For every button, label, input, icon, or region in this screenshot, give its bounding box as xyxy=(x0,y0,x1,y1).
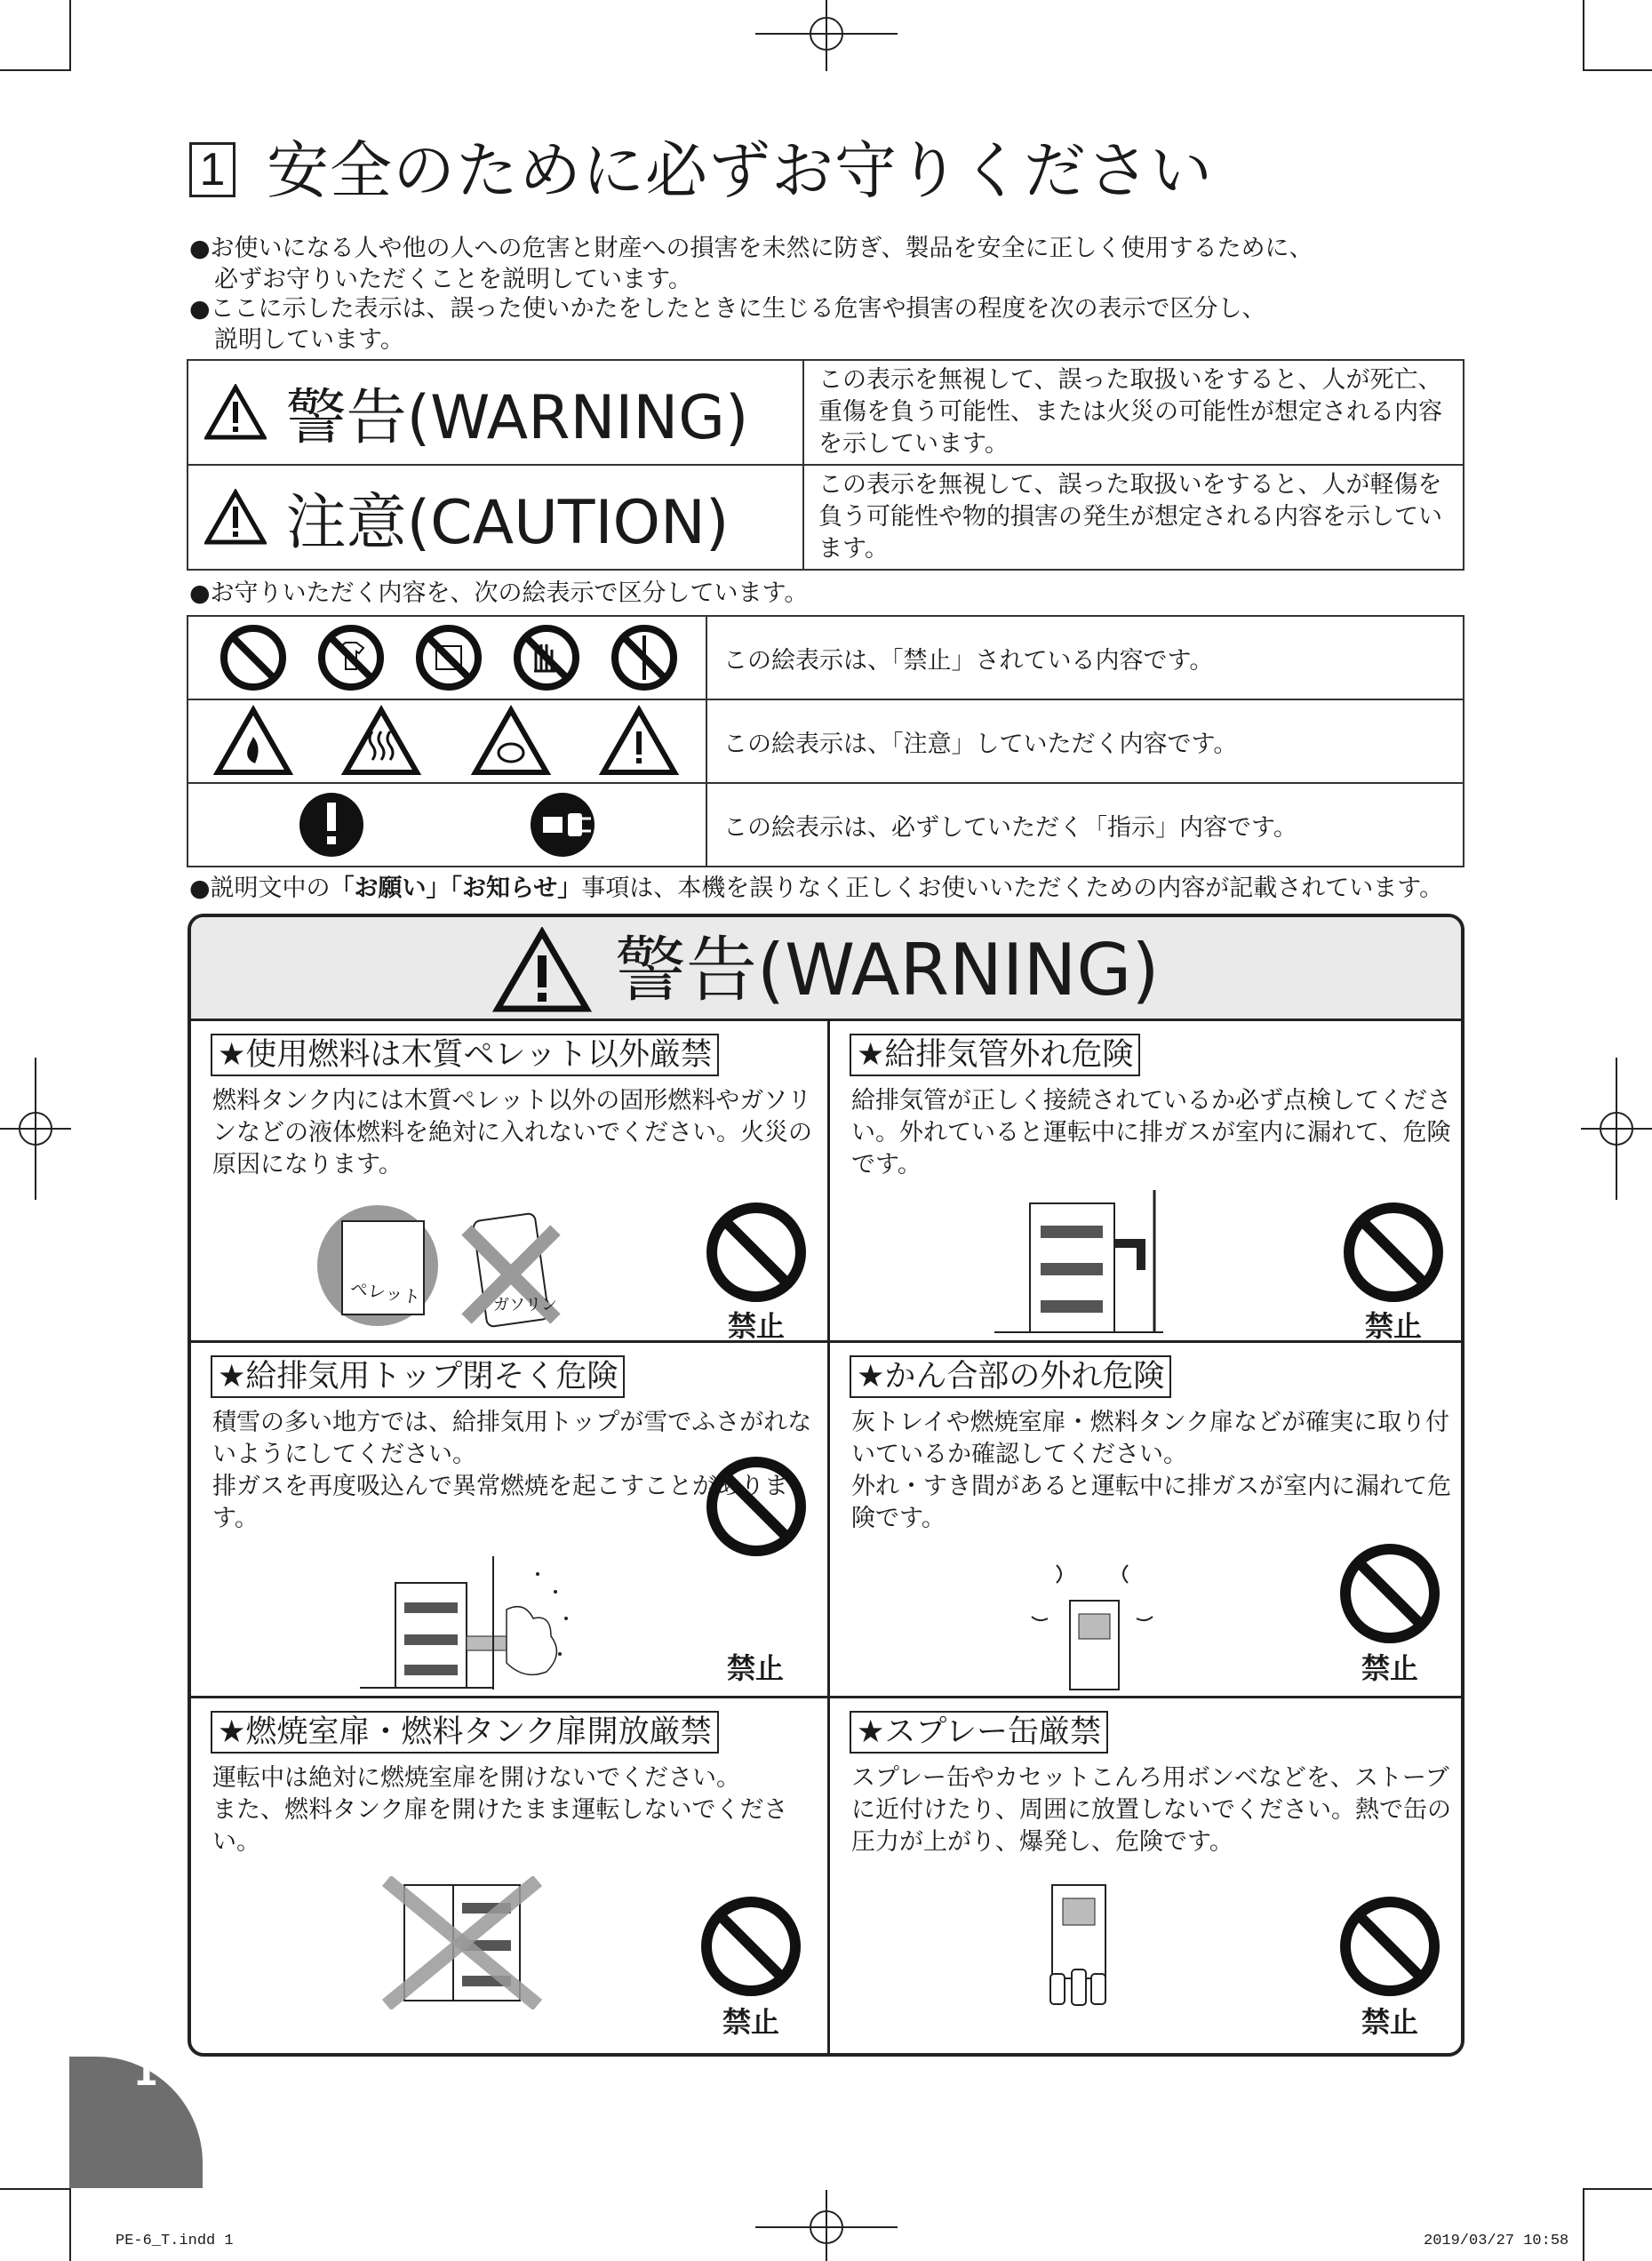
snow-blocked-top-illustration xyxy=(360,1556,573,1690)
signal-desc: この表示を無視して、誤った取扱いをすると、人が死亡、重傷を負う可能性、または火災の可能性が想定される内容を示しています。 xyxy=(803,360,1464,465)
caution-hot-icon xyxy=(346,710,417,772)
signal-level-row xyxy=(188,360,1464,465)
open-door-illustration xyxy=(378,1876,547,2009)
pellet-bag-label: ペレット xyxy=(348,1277,422,1308)
no-disassemble-icon xyxy=(615,628,674,687)
intro-text: 必ずお守りいただくことを説明しています。 xyxy=(214,266,692,293)
crop-mark xyxy=(1583,0,1584,71)
mandatory-symbols xyxy=(189,785,705,865)
warning-item-title: ★給排気用トップ閉そく危険 xyxy=(211,1355,625,1398)
crop-mark xyxy=(1583,2188,1584,2261)
pictogram-row xyxy=(188,616,1464,699)
caution-general-icon xyxy=(603,710,674,772)
warning-triangle-icon xyxy=(204,489,267,546)
registration-mark-left xyxy=(0,1058,71,1200)
caution-fire-icon xyxy=(218,710,289,772)
warning-item-text: 運転中は絶対に燃焼室扉を開けないでください。 また、燃料タンク扉を開けたまま運転しないでください。 xyxy=(212,1764,788,1856)
prohibit-label: 禁止 xyxy=(726,1651,784,1685)
mandatory-icon xyxy=(299,793,363,857)
heater-pipe-illustration xyxy=(994,1190,1181,1337)
unplug-icon xyxy=(531,793,595,857)
pictogram-table xyxy=(187,615,1464,867)
caution-rotation-icon xyxy=(475,710,547,772)
note-line xyxy=(189,873,1443,904)
warning-item-top-blockage xyxy=(191,1343,827,1696)
warning-triangle-icon xyxy=(492,927,592,1014)
signal-level-table xyxy=(187,359,1464,571)
pictogram-desc: この絵表示は、必ずしていただく「指示」内容です。 xyxy=(706,783,1464,867)
intro-text: ●お使いになる人や他の人への危害と財産への損害を未然に防ぎ、製品を安全に正しく使用するために、 xyxy=(189,235,1313,262)
section-number: 1 xyxy=(189,142,235,197)
prohibit-label: 禁止 xyxy=(1361,1651,1418,1685)
warning-item-exhaust-pipe xyxy=(830,1021,1464,1343)
prohibit-label: 禁止 xyxy=(727,1309,785,1343)
pictogram-desc: この絵表示は、「注意」していただく内容です。 xyxy=(706,699,1464,783)
pictogram-intro: ●お守りいただく内容を、次の絵表示で区分しています。 xyxy=(189,579,809,607)
gasoline-can-label: ガソリン xyxy=(493,1296,557,1314)
warning-item-title: ★使用燃料は木質ペレット以外厳禁 xyxy=(211,1034,719,1076)
registration-mark-right xyxy=(1581,1058,1652,1200)
prohibition-symbols xyxy=(189,618,705,698)
intro-text: 説明しています。 xyxy=(214,326,404,354)
crop-mark xyxy=(0,2188,69,2190)
heater-spray-can-illustration xyxy=(1026,1876,1132,2014)
warning-heading xyxy=(191,917,1461,1021)
note-text: ●説明文中の xyxy=(189,875,331,902)
caution-symbols xyxy=(189,701,705,781)
prohibited-icon xyxy=(1337,1540,1443,1647)
warning-item-text: 燃料タンク内には木質ペレット以外の固形燃料やガソリンなどの液体燃料を絶対に入れないでください。火災の原因になります。 xyxy=(212,1087,812,1178)
warning-heading-label: 警告(WARNING) xyxy=(614,929,1160,1012)
page-number: 1 xyxy=(133,2053,158,2094)
registration-mark-top xyxy=(755,0,898,71)
prohibited-icon xyxy=(698,1893,804,2000)
prohibited-icon xyxy=(703,1199,810,1306)
pictogram-row xyxy=(188,699,1464,783)
intro-bullet xyxy=(189,293,1266,356)
intro-text: ●ここに示した表示は、誤った使いかたをしたときに生じる危害や損害の程度を次の表示で区分し、 xyxy=(189,295,1266,323)
prohibited-icon xyxy=(1340,1199,1447,1306)
signal-word-caution xyxy=(188,465,803,570)
pictogram-cell xyxy=(188,783,706,867)
prohibit-label: 禁止 xyxy=(1364,1309,1422,1343)
intro-bullet xyxy=(189,233,1313,295)
crop-mark xyxy=(0,69,69,71)
prohibit-label: 禁止 xyxy=(1361,2005,1418,2039)
prohibited-icon xyxy=(224,628,283,687)
warning-item-text: 給排気管が正しく接続されているか必ず点検してください。外れていると運転中に排ガスが室内に漏れて、危険です。 xyxy=(851,1087,1451,1178)
warning-box xyxy=(188,914,1464,2057)
note-text: 事項は、本機を誤りなく正しくお使いいただくための内容が記載されています。 xyxy=(581,875,1444,902)
no-wet-clothes-icon xyxy=(322,628,380,687)
no-water-icon xyxy=(419,628,478,687)
warning-item-title: ★燃焼室扉・燃料タンク扉開放厳禁 xyxy=(211,1711,719,1754)
footer-timestamp: 2019/03/27 10:58 xyxy=(1424,2233,1569,2249)
crop-mark xyxy=(69,2188,71,2261)
prohibit-label: 禁止 xyxy=(722,2005,779,2039)
signal-desc: この表示を無視して、誤った取扱いをすると、人が軽傷を負う可能性や物的損害の発生が想定される内容を示しています。 xyxy=(803,465,1464,570)
pictogram-row xyxy=(188,783,1464,867)
warning-item-pellet-only xyxy=(191,1021,827,1343)
warning-item-title: ★かん合部の外れ危険 xyxy=(850,1355,1171,1398)
warning-item-text: 積雪の多い地方では、給排気用トップが雪でふさがれないようにしてください。 排ガスを再度吸込んで異常燃焼を起こすことがあります。 xyxy=(212,1409,812,1532)
prohibited-icon xyxy=(1337,1893,1443,2000)
crop-mark xyxy=(1583,69,1652,71)
loose-door-illustration xyxy=(1030,1556,1154,1698)
signal-word-label: 注意(CAUTION) xyxy=(285,487,730,558)
page-title: 安全のために必ずお守りください xyxy=(267,134,1213,207)
crop-mark xyxy=(1583,2188,1652,2190)
warning-item-title: ★スプレー缶厳禁 xyxy=(850,1711,1108,1754)
pictogram-desc: この絵表示は、「禁止」されている内容です。 xyxy=(706,616,1464,699)
crop-mark xyxy=(69,0,71,71)
signal-word-warning xyxy=(188,360,803,465)
warning-item-text: スプレー缶やカセットこんろ用ボンベなどを、ストーブに近付けたり、周囲に放置しないでください。熱で缶の圧力が上がり、爆発し、危険です。 xyxy=(851,1764,1451,1856)
pellet-vs-gasoline-illustration xyxy=(315,1199,564,1332)
pictogram-cell xyxy=(188,616,706,699)
warning-triangle-icon xyxy=(204,384,267,441)
prohibited-icon xyxy=(703,1453,810,1560)
warning-item-title: ★給排気管外れ危険 xyxy=(850,1034,1140,1076)
signal-word-label: 警告(WARNING) xyxy=(285,382,749,453)
signal-level-row xyxy=(188,465,1464,570)
registration-mark-bottom xyxy=(755,2190,898,2261)
note-keyword: 「お願い」「お知らせ」 xyxy=(330,875,582,902)
pictogram-cell xyxy=(188,699,706,783)
warning-item-text: 灰トレイや燃焼室扉・燃料タンク扉などが確実に取り付いているか確認してください。 外れ・すき間があると運転中に排ガスが室内に漏れて危険です。 xyxy=(851,1409,1451,1532)
no-touch-icon xyxy=(517,628,576,687)
footer-file: PE-6_T.indd 1 xyxy=(116,2233,234,2249)
